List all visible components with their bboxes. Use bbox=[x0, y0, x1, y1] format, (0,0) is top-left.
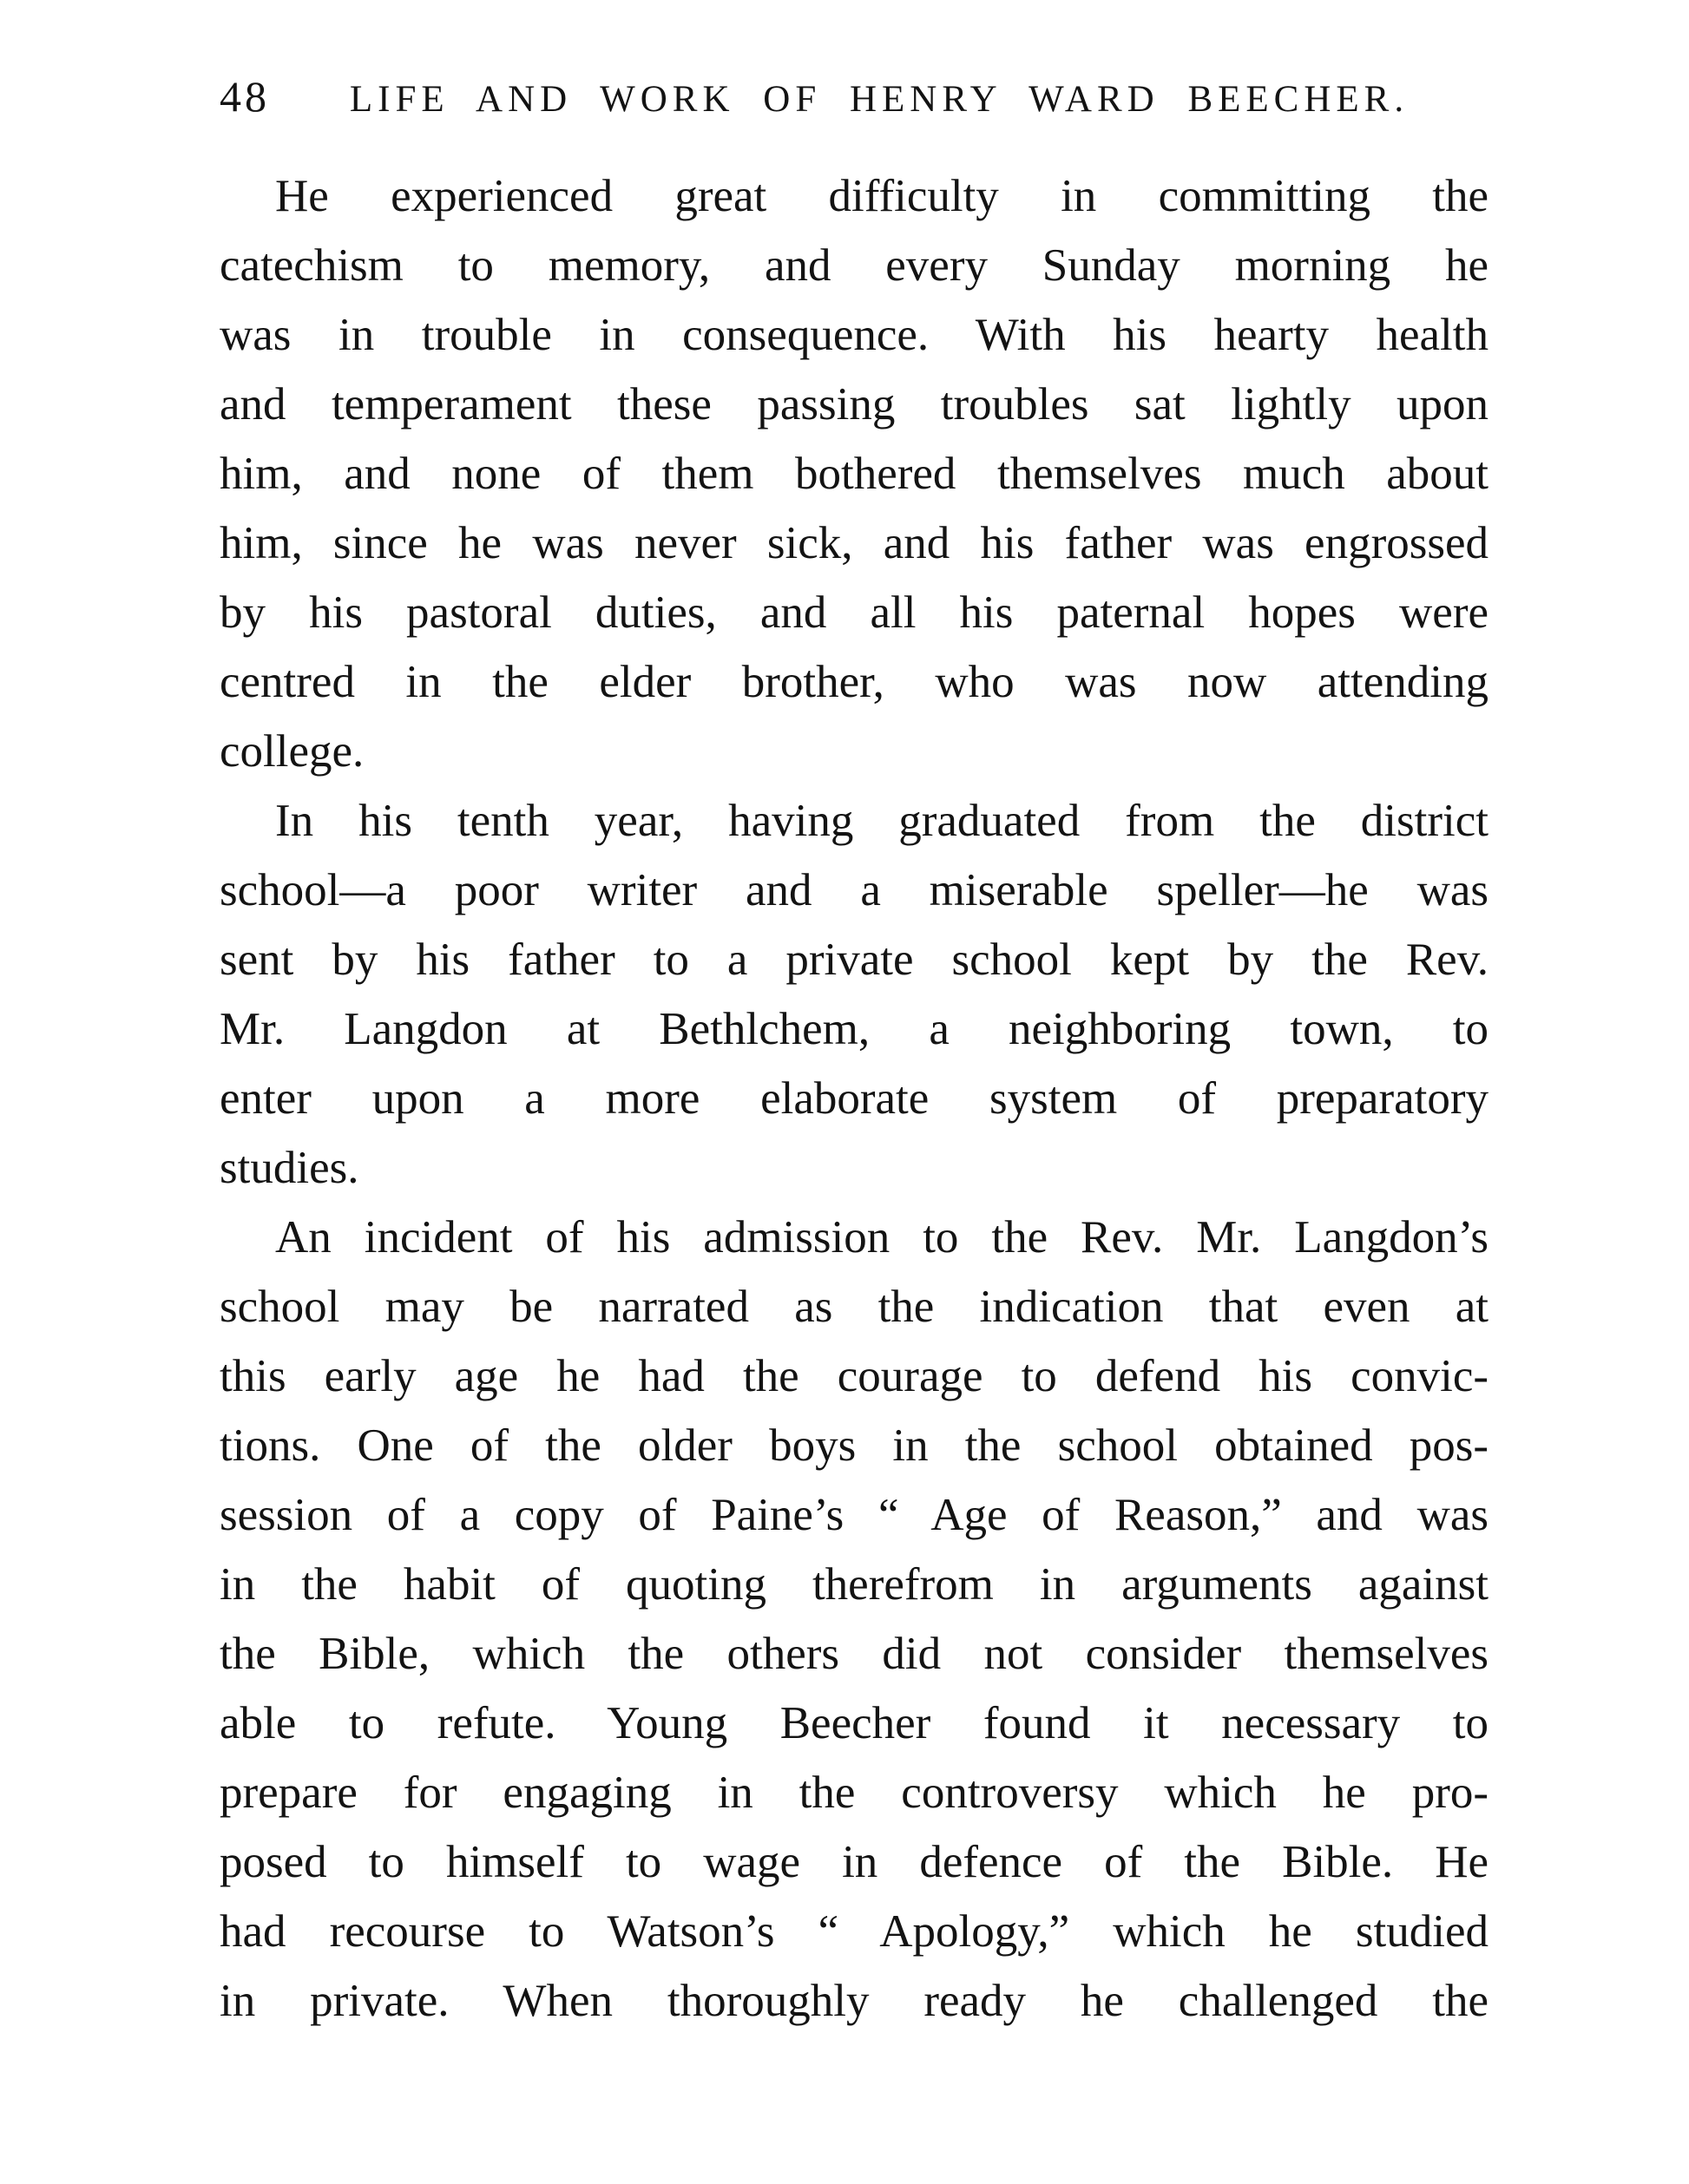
text-line: session of a copy of Paine’s “ Age of Reason,” and was bbox=[220, 1490, 1489, 1540]
text-line: enter upon a more elaborate system of preparatory bbox=[220, 1073, 1489, 1124]
text-line: In his tenth year, having graduated from the district bbox=[275, 796, 1489, 846]
page-number: 48 bbox=[220, 72, 270, 121]
text-line: him, since he was never sick, and his father was engrossed bbox=[220, 518, 1489, 568]
text-line: this early age he had the courage to defend his convic- bbox=[220, 1351, 1489, 1401]
text-line: him, and none of them bothered themselves much about bbox=[220, 449, 1489, 499]
text-line: He experienced great difficulty in committing the bbox=[275, 171, 1489, 221]
text-line: sent by his father to a private school kept by the Rev. bbox=[220, 935, 1489, 985]
text-line: Mr. Langdon at Bethlchem, a neighboring town, to bbox=[220, 1004, 1489, 1054]
text-line: was in trouble in consequence. With his hearty health bbox=[220, 310, 1489, 360]
paragraph bbox=[220, 1203, 1489, 2036]
text-line: school may be narrated as the indication that even at bbox=[220, 1282, 1489, 1332]
paragraph bbox=[220, 786, 1489, 1203]
text-line: tions. One of the older boys in the school obtained pos- bbox=[220, 1420, 1489, 1471]
body-text bbox=[220, 161, 1489, 2036]
text-line: the Bible, which the others did not consider themselves bbox=[220, 1629, 1489, 1679]
text-line: centred in the elder brother, who was now attending bbox=[220, 657, 1489, 707]
page-header bbox=[220, 71, 1489, 121]
text-line: An incident of his admission to the Rev. Mr. Langdon’s bbox=[275, 1212, 1489, 1263]
text-line: able to refute. Young Beecher found it necessary to bbox=[220, 1698, 1489, 1748]
text-line: in the habit of quoting therefrom in arguments against bbox=[220, 1559, 1489, 1610]
text-line: by his pastoral duties, and all his paternal hopes were bbox=[220, 587, 1489, 638]
text-line: college. bbox=[220, 726, 365, 777]
text-line: posed to himself to wage in defence of the Bible. He bbox=[220, 1837, 1489, 1887]
text-line: studies. bbox=[220, 1143, 359, 1193]
text-line: prepare for engaging in the controversy which he pro- bbox=[220, 1768, 1489, 1818]
text-line: and temperament these passing troubles sat lightly upon bbox=[220, 379, 1489, 430]
text-line: had recourse to Watson’s “ Apology,” which he studied bbox=[220, 1906, 1489, 1957]
paragraph bbox=[220, 161, 1489, 786]
text-line: in private. When thoroughly ready he challenged the bbox=[220, 1976, 1489, 2026]
text-line: school—a poor writer and a miserable speller—he was bbox=[220, 865, 1489, 915]
running-title: LIFE AND WORK OF HENRY WARD BEECHER. bbox=[349, 79, 1410, 120]
text-line: catechism to memory, and every Sunday morning he bbox=[220, 240, 1489, 291]
